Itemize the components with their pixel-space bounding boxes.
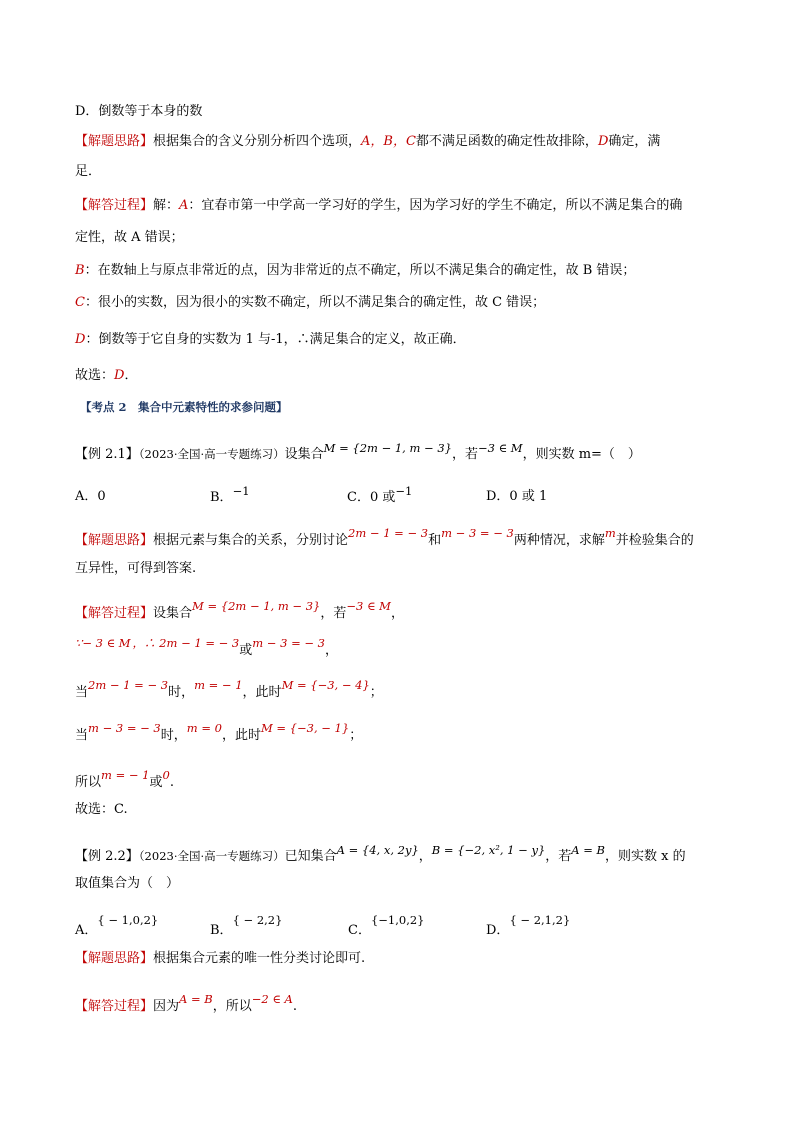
math-expression: M = {2m − 1, m − 3} bbox=[192, 599, 321, 613]
text: ； bbox=[369, 685, 383, 700]
text: 两种情况，求解 bbox=[513, 533, 605, 548]
math-expression: ，∴ 2m − 1 = − 3 bbox=[132, 636, 240, 650]
text: ：很小的实数，因为很小的实数不确定，所以不满足集合的确定性，故 C 错误； bbox=[84, 295, 546, 310]
text: ． bbox=[124, 368, 138, 383]
text: 因为 bbox=[153, 999, 180, 1014]
ex22-idea-line bbox=[75, 950, 365, 968]
choice-text: A．0 bbox=[75, 489, 106, 504]
text: ； bbox=[349, 728, 363, 743]
solution-process-tag: 【解答过程】 bbox=[75, 999, 154, 1014]
text: ，则实数 x 的 bbox=[604, 849, 686, 864]
solution-process-tag: 【解答过程】 bbox=[75, 606, 154, 621]
solution-b-line bbox=[75, 262, 635, 280]
choice-label: C． bbox=[348, 923, 371, 938]
text: . bbox=[292, 999, 297, 1014]
solution-idea-tag: 【解题思路】 bbox=[75, 951, 154, 966]
ex21-process-line-4 bbox=[75, 721, 363, 745]
example-2-2-question-line-2 bbox=[75, 875, 179, 893]
text: ，所以 bbox=[212, 999, 252, 1014]
example-source: （2023·全国·高一专题练习） bbox=[138, 447, 285, 461]
text: 所以 bbox=[75, 775, 102, 790]
text: . bbox=[169, 775, 174, 790]
text: ，若 bbox=[451, 447, 478, 462]
math-expression: {−1,0,2} bbox=[370, 913, 425, 927]
solution-idea-tag: 【解题思路】 bbox=[75, 533, 154, 548]
example-2-1-question bbox=[75, 441, 641, 464]
ex21-idea-line-2 bbox=[75, 560, 196, 578]
text: 并检验集合的 bbox=[615, 533, 694, 548]
text: 根据集合的含义分别分析四个选项， bbox=[153, 134, 362, 149]
text: ，此时 bbox=[242, 685, 282, 700]
math-expression: ∵− 3 ∈ M bbox=[75, 636, 131, 650]
choice-label: B． bbox=[210, 923, 233, 938]
section-title: 【考点 2 集合中元素特性的求参问题】 bbox=[80, 400, 288, 414]
text: 根据元素与集合的关系，分别讨论 bbox=[153, 533, 349, 548]
math-expression: 0 bbox=[162, 768, 170, 782]
ex21-process-line-2 bbox=[75, 636, 338, 660]
math-expression: m − 3 = − 3 bbox=[441, 526, 514, 540]
math-expression: A = B bbox=[179, 992, 213, 1006]
math-expression: { − 2,1,2} bbox=[509, 913, 571, 927]
text: 足． bbox=[75, 164, 102, 179]
answer-text: 故选：C. bbox=[75, 802, 128, 817]
option-letter: D bbox=[75, 332, 86, 347]
solution-c-line bbox=[75, 294, 545, 312]
math-expression: M = {−3, − 4} bbox=[281, 678, 370, 692]
solution-process-line-1 bbox=[75, 197, 682, 215]
text: ，若 bbox=[320, 606, 347, 621]
ex21-process-line-1 bbox=[75, 599, 404, 623]
text: 或 bbox=[239, 643, 253, 658]
text: 时， bbox=[160, 728, 187, 743]
text: 或 bbox=[149, 775, 163, 790]
math-expression: M = {2m − 1, m − 3} bbox=[323, 441, 452, 455]
choice-label: D． bbox=[486, 923, 510, 938]
ex21-answer bbox=[75, 801, 128, 819]
solution-idea-tag: 【解题思路】 bbox=[75, 134, 154, 149]
text: 设集合 bbox=[284, 447, 324, 462]
math-expression: 2m − 1 = − 3 bbox=[348, 526, 429, 540]
answer-letter: D bbox=[114, 368, 125, 383]
choice-label: A． bbox=[75, 923, 98, 938]
choice-label: C．0 或 bbox=[347, 490, 396, 505]
math-expression: { − 2,2} bbox=[232, 913, 283, 927]
text: 和 bbox=[428, 533, 442, 548]
choice-c[interactable] bbox=[347, 484, 413, 507]
example-label: 【例 2.1】 bbox=[75, 447, 139, 462]
solution-process-tag: 【解答过程】 bbox=[75, 198, 154, 213]
math-expression: A = {4, x, 2y} bbox=[336, 843, 419, 857]
math-expression: m − 3 = − 3 bbox=[252, 636, 325, 650]
choice-a[interactable] bbox=[75, 488, 106, 506]
example-source: （2023·全国·高一专题练习） bbox=[138, 849, 285, 863]
text: 当 bbox=[75, 728, 89, 743]
text: ：倒数等于它自身的实数为 1 与-1，∴满足集合的定义，故正确． bbox=[85, 332, 466, 347]
example-label: 【例 2.2】 bbox=[75, 849, 139, 864]
ex21-idea-line-1 bbox=[75, 526, 694, 550]
text: 取值集合为（ ） bbox=[75, 876, 180, 891]
text: 时， bbox=[168, 685, 195, 700]
text: ，则实数 m=（ ） bbox=[522, 447, 641, 462]
text: ， bbox=[324, 643, 338, 658]
math-expression: m = − 1 bbox=[194, 678, 243, 692]
section-heading bbox=[80, 398, 288, 416]
math-expression: { − 1,0,2} bbox=[97, 913, 159, 927]
option-d-text bbox=[75, 103, 202, 121]
choice-d[interactable] bbox=[486, 913, 571, 940]
math-expression: −1 bbox=[395, 484, 413, 498]
ex21-process-line-5 bbox=[75, 768, 174, 792]
math-expression: 2m − 1 = − 3 bbox=[88, 678, 169, 692]
text: 解： bbox=[153, 198, 180, 213]
ex21-process-line-3 bbox=[75, 678, 383, 702]
text: 根据集合元素的唯一性分类讨论即可. bbox=[153, 951, 366, 966]
text: 设集合 bbox=[153, 606, 193, 621]
text: 都不满足函数的确定性故排除， bbox=[415, 134, 598, 149]
option-d-label: D．倒数等于本身的数 bbox=[75, 104, 203, 119]
text: 已知集合 bbox=[284, 849, 337, 864]
choice-b[interactable] bbox=[210, 913, 283, 940]
option-letter: A bbox=[179, 198, 189, 213]
choice-c[interactable] bbox=[348, 913, 425, 940]
text: ：在数轴上与原点非常近的点，因为非常近的点不确定，所以不满足集合的确定性，故 B 错误； bbox=[84, 263, 636, 278]
math-expression: −3 ∈ M bbox=[346, 599, 391, 613]
math-expression: A = B bbox=[571, 843, 605, 857]
math-variable: m bbox=[604, 526, 616, 540]
option-letter: B bbox=[75, 263, 85, 278]
solution-process-line-2 bbox=[75, 229, 184, 247]
choice-b[interactable] bbox=[210, 484, 250, 507]
text: 定性，故 A 错误； bbox=[75, 230, 184, 245]
solution-d-line bbox=[75, 331, 466, 349]
text: ，此时 bbox=[221, 728, 261, 743]
math-expression: m = 0 bbox=[186, 721, 222, 735]
math-expression: m − 3 = − 3 bbox=[88, 721, 161, 735]
math-expression: B = {−2, x², 1 − y} bbox=[431, 843, 546, 857]
math-expression: −2 ∈ A bbox=[251, 992, 293, 1006]
option-letters: A，B，C bbox=[361, 134, 416, 149]
ex22-process-line bbox=[75, 992, 297, 1016]
text: 确定，满 bbox=[608, 134, 661, 149]
math-expression: m = − 1 bbox=[101, 768, 150, 782]
option-letter: D bbox=[597, 134, 609, 149]
text: 互异性，可得到答案. bbox=[75, 561, 197, 576]
text: 当 bbox=[75, 685, 89, 700]
math-expression: −1 bbox=[232, 484, 250, 498]
math-expression: −3 ∈ M bbox=[478, 441, 523, 455]
choice-a[interactable] bbox=[75, 913, 159, 940]
solution-idea-line-1 bbox=[75, 133, 660, 151]
text: ， bbox=[418, 849, 432, 864]
choice-text: D．0 或 1 bbox=[486, 489, 548, 504]
option-letter: C bbox=[75, 295, 85, 310]
text: ， bbox=[390, 606, 404, 621]
solution-idea-line-2 bbox=[75, 163, 101, 181]
text: 故选： bbox=[75, 368, 115, 383]
choice-label: B． bbox=[210, 490, 233, 505]
text: ，若 bbox=[545, 849, 572, 864]
example-2-2-question-line-1 bbox=[75, 843, 686, 866]
answer-line bbox=[75, 367, 137, 385]
text: ：宜春市第一中学高一学习好的学生，因为学习好的学生不确定，所以不满足集合的确 bbox=[188, 198, 683, 213]
math-expression: M = {−3, − 1} bbox=[260, 721, 350, 735]
choice-d[interactable] bbox=[486, 488, 547, 506]
